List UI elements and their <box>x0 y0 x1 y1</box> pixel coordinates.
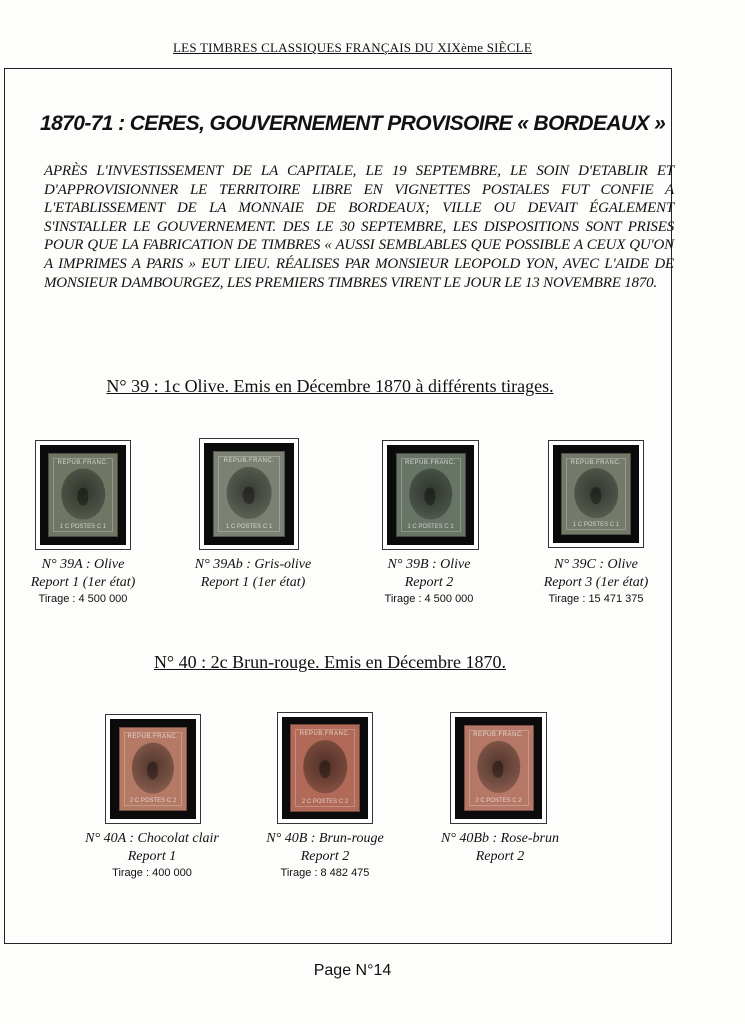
stamp-tirage: Tirage : 15 471 375 <box>548 593 644 605</box>
stamp-image-40b <box>290 724 360 812</box>
stamp-report: Report 2 <box>404 575 454 590</box>
stamp-tirage: Tirage : 4 500 000 <box>38 593 128 605</box>
stamp-image-39c <box>561 453 631 535</box>
stamp-number: N° 39C : Olive <box>554 557 638 572</box>
stamp-banner-text: REPUB.FRANC. <box>299 731 351 737</box>
stamp-40a <box>105 714 201 824</box>
caption-39c <box>521 556 671 607</box>
ceres-profile <box>147 762 158 779</box>
ceres-profile <box>590 487 601 504</box>
ceres-head-medallion <box>409 469 453 520</box>
stamp-40bb <box>450 712 547 824</box>
caption-40b <box>250 830 400 881</box>
ceres-head-medallion <box>227 467 272 519</box>
stamp-image-40a <box>119 727 187 811</box>
stamp-value-text: 1 C POSTES C 1 <box>59 524 107 530</box>
stamp-report: Report 1 (1er état) <box>30 575 136 590</box>
stamp-report: Report 2 <box>475 849 525 864</box>
stamp-tirage: Tirage : 400 000 <box>112 867 192 879</box>
stamp-value-text: 1 C POSTES C 1 <box>225 524 273 530</box>
caption-40bb <box>425 830 575 866</box>
stamp-image-39ab <box>213 451 285 537</box>
stamp-tirage: Tirage : 8 482 475 <box>280 867 370 879</box>
section-heading-n39: N° 39 : 1c Olive. Emis en Décembre 1870 à différents tirages. <box>106 376 554 396</box>
stamp-number: N° 39A : Olive <box>41 557 125 572</box>
stamp-value-text: 1 C POSTES C 1 <box>572 522 620 528</box>
ceres-head-medallion <box>61 469 105 520</box>
ceres-profile <box>424 488 435 505</box>
stamp-banner-text: REPUB.FRANC. <box>223 458 275 464</box>
intro-text: APRÈS L'INVESTISSEMENT DE LA CAPITALE, LE 19 SEPTEMBRE, LE SOIN D'ETABLIR ET D'APPROVISIONNER LE TERRITOIRE LIBRE EN VIGNETTES POSTALES FUT CONFIE A L'ETABLISSEMENT DE LA MONNAIE DE BORDEAUX; VILLE OU DEVAIT ÉGALEMENT S'INSTALLER LE GOUVERNEMENT. DES LE 30 SEPTEMBRE, LES DISPOSITIONS SONT PRISES POUR QUE LA FABRICATION DE TIMBRES « AUSSI SEMBLABLES QUE POSSIBLE A CEUX QU'ON A IMPRIMES A PARIS » EUT LIEU. RÉALISES PAR MONSIEUR LEOPOLD YON, AVEC L'AIDE DE MONSIEUR DAMBOURGEZ, LES PREMIERS TIMBRES VIRENT LE JOUR LE 13 NOVEMBRE 1870. <box>44 163 674 291</box>
stamp-number: N° 40Bb : Rose-brun <box>441 831 559 846</box>
stamp-banner-text: REPUB.FRANC. <box>57 460 109 466</box>
stamp-banner-text: REPUB.FRANC. <box>127 734 179 740</box>
stamp-39c <box>548 440 644 548</box>
caption-40a <box>72 830 232 881</box>
stamp-image-40bb <box>464 725 534 811</box>
section-heading-n40: N° 40 : 2c Brun-rouge. Emis en Décembre 1870. <box>153 652 507 672</box>
page-header: LES TIMBRES CLASSIQUES FRANÇAIS DU XIXème SIÈCLE <box>173 40 532 55</box>
stamp-banner-text: REPUB.FRANC. <box>405 460 456 466</box>
stamp-report: Report 1 (1er état) <box>200 575 306 590</box>
stamp-number: N° 40A : Chocolat clair <box>85 831 219 846</box>
ceres-profile <box>319 761 330 779</box>
ceres-profile <box>243 487 255 505</box>
stamp-report: Report 3 (1er état) <box>543 575 649 590</box>
ceres-head-medallion <box>477 741 521 793</box>
stamp-number: N° 39Ab : Gris-olive <box>194 557 312 572</box>
ceres-head-medallion <box>574 468 618 518</box>
stamp-39a <box>35 440 131 550</box>
stamp-value-text: 2 C POSTES C 2 <box>475 798 522 804</box>
stamp-number: N° 39B : Olive <box>387 557 471 572</box>
caption-39a <box>8 556 158 607</box>
stamp-39b <box>382 440 479 550</box>
ceres-profile <box>77 488 88 505</box>
stamp-40b <box>277 712 373 824</box>
stamp-banner-text: REPUB.FRANC. <box>570 460 622 466</box>
ceres-profile <box>492 761 503 779</box>
page-title: 1870-71 : CERES, GOUVERNEMENT PROVISOIRE « BORDEAUX » <box>40 112 666 135</box>
stamp-39ab <box>199 438 299 550</box>
stamp-report: Report 2 <box>300 849 350 864</box>
ceres-head-medallion <box>303 740 347 793</box>
stamp-value-text: 1 C POSTES C 1 <box>407 524 454 530</box>
page-number: Page N°14 <box>313 962 392 979</box>
ceres-head-medallion <box>132 743 174 794</box>
stamp-report: Report 1 <box>127 849 177 864</box>
caption-39b <box>354 556 504 607</box>
stamp-banner-text: REPUB.FRANC. <box>473 732 524 738</box>
caption-39ab <box>178 556 328 592</box>
stamp-tirage: Tirage : 4 500 000 <box>384 593 474 605</box>
stamp-value-text: 2 C POSTES C 2 <box>129 798 177 804</box>
stamp-image-39b <box>396 453 466 537</box>
stamp-number: N° 40B : Brun-rouge <box>266 831 384 846</box>
stamp-value-text: 2 C POSTES C 2 <box>301 799 349 805</box>
stamp-image-39a <box>48 453 118 537</box>
